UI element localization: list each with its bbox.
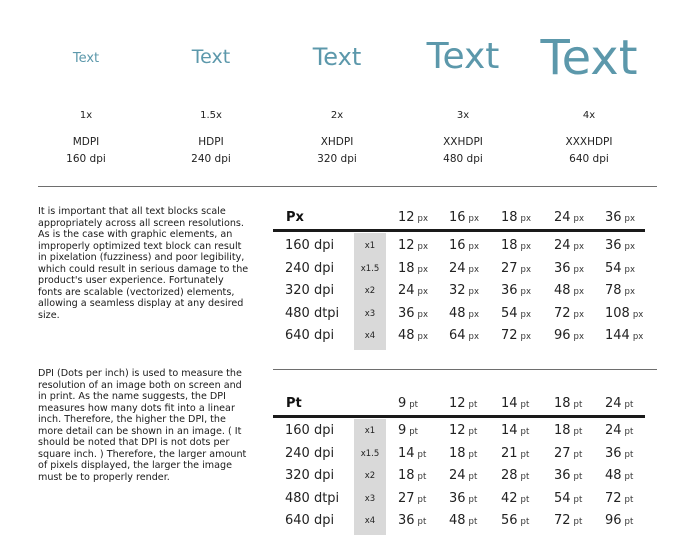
unit-label: px xyxy=(468,332,479,342)
unit-label: px xyxy=(632,309,644,320)
pt-value-cell: 48 pt xyxy=(449,513,478,528)
unit-label: pt xyxy=(520,449,530,460)
pt-row-dpi: 640 dpi xyxy=(285,513,335,528)
sample-text-4x: Text xyxy=(540,30,638,86)
pt-value-cell: 24 pt xyxy=(449,468,478,483)
unit-label: px xyxy=(624,214,635,224)
unit-label: px xyxy=(624,242,635,252)
px-value-cell: 18 px xyxy=(501,238,531,253)
unit-label: pt xyxy=(468,427,478,437)
unit-label: px xyxy=(632,332,644,342)
unit-label: px xyxy=(573,242,584,252)
pt-value-cell: 72 pt xyxy=(554,513,583,528)
unit-label: px xyxy=(468,214,479,224)
pt-value-cell: 48 pt xyxy=(605,468,634,483)
unit-label: pt xyxy=(468,472,478,482)
pt-header-cell: 9 pt xyxy=(398,396,419,411)
unit-label: px xyxy=(520,214,531,224)
px-value-cell: 18 px xyxy=(398,260,428,276)
unit-label: pt xyxy=(417,449,427,460)
px-value-cell: 72 px xyxy=(554,305,584,321)
scale-label-3x: 3x xyxy=(456,110,470,121)
px-header-cell: 36 px xyxy=(605,210,635,225)
unit-label: pt xyxy=(624,427,634,437)
unit-label: px xyxy=(520,309,531,320)
unit-label: pt xyxy=(409,427,419,437)
unit-label: px xyxy=(417,287,428,297)
pt-value-cell: 27 pt xyxy=(398,490,427,506)
unit-label: px xyxy=(520,242,531,252)
density-dpi-xxhdpi: 480 dpi xyxy=(443,153,483,165)
unit-label: pt xyxy=(468,494,478,505)
pt-value-cell: 24 pt xyxy=(605,423,634,438)
sample-text-3x: Text xyxy=(426,36,500,77)
pt-value-cell: 18 pt xyxy=(449,445,478,461)
density-name-xhdpi: XHDPI xyxy=(320,136,354,148)
unit-label: px xyxy=(624,287,635,297)
density-dpi-xxxhdpi: 640 dpi xyxy=(569,153,609,165)
density-dpi-xhdpi: 320 dpi xyxy=(317,153,357,165)
px-value-cell: 96 px xyxy=(554,328,584,343)
unit-label: px xyxy=(520,287,531,297)
px-row-dpi: 160 dpi xyxy=(285,238,335,253)
px-value-cell: 12 px xyxy=(398,238,428,253)
px-value-cell: 27 px xyxy=(501,260,531,276)
px-row-multiplier: x3 xyxy=(364,308,376,319)
unit-label: px xyxy=(417,264,428,275)
unit-label: pt xyxy=(573,400,583,410)
unit-label: pt xyxy=(573,472,583,482)
px-value-cell: 36 px xyxy=(554,260,584,276)
unit-label: pt xyxy=(624,449,634,460)
px-value-cell: 24 px xyxy=(554,238,584,253)
pt-value-cell: 12 pt xyxy=(449,423,478,438)
pt-row-multiplier: x1 xyxy=(364,426,376,436)
pt-row-multiplier: x4 xyxy=(364,516,376,526)
unit-label: px xyxy=(573,287,584,297)
pt-row-multiplier: x2 xyxy=(364,471,376,481)
unit-label: pt xyxy=(573,427,583,437)
pt-header-cell: 24 pt xyxy=(605,396,634,411)
pt-value-cell: 9 pt xyxy=(398,423,419,438)
px-header-cell: 12 px xyxy=(398,210,428,225)
sample-text-1x: Text xyxy=(72,51,100,66)
pt-row-dpi: 240 dpi xyxy=(285,445,335,461)
unit-label: px xyxy=(573,332,584,342)
pt-value-cell: 36 pt xyxy=(605,445,634,461)
unit-label: pt xyxy=(624,400,634,410)
pt-row-dpi: 320 dpi xyxy=(285,468,335,483)
density-name-mdpi: MDPI xyxy=(72,136,100,148)
px-value-cell: 48 px xyxy=(449,305,479,321)
px-row-multiplier: x1.5 xyxy=(360,263,380,274)
px-value-cell: 24 px xyxy=(398,283,428,298)
px-row-multiplier: x1 xyxy=(364,241,376,251)
px-row-multiplier: x4 xyxy=(364,331,376,341)
unit-label: pt xyxy=(417,472,427,482)
unit-label: px xyxy=(417,309,428,320)
pt-value-cell: 18 pt xyxy=(554,423,583,438)
unit-label: px xyxy=(573,214,584,224)
pt-table-top-rule xyxy=(273,369,657,370)
pt-value-cell: 14 pt xyxy=(398,445,427,461)
pt-value-cell: 18 pt xyxy=(398,468,427,483)
dpi-explanation-paragraph: DPI (Dots per inch) is used to measure the resolution of an image both on screen and in print. As the name suggests, the DPI measures how many dots fit into a linear inch. Therefore, the higher the DPI, the more detail can be shown in an image. ( It should be noted that DPI is not dots per square inch. ) Therefore, the larger amount of pixels displayed, the larger the image must be to properly render. xyxy=(38,368,247,483)
pt-table-title: Pt xyxy=(286,396,302,411)
pt-value-cell: 28 pt xyxy=(501,468,530,483)
pt-value-cell: 14 pt xyxy=(501,423,530,438)
unit-label: pt xyxy=(573,449,583,460)
unit-label: pt xyxy=(520,427,530,437)
px-value-cell: 48 px xyxy=(554,283,584,298)
px-value-cell: 54 px xyxy=(605,260,635,276)
px-row-dpi: 320 dpi xyxy=(285,283,335,298)
sample-text-2x: Text xyxy=(312,43,362,71)
unit-label: px xyxy=(624,264,635,275)
unit-label: pt xyxy=(417,494,427,505)
pt-value-cell: 96 pt xyxy=(605,513,634,528)
density-name-xxhdpi: XXHDPI xyxy=(443,136,483,148)
px-value-cell: 144 px xyxy=(605,328,644,343)
px-row-dpi: 640 dpi xyxy=(285,328,335,343)
pt-value-cell: 27 pt xyxy=(554,445,583,461)
pt-row-multiplier: x1.5 xyxy=(360,448,380,459)
unit-label: px xyxy=(520,332,531,342)
unit-label: px xyxy=(520,264,531,275)
pt-row-dpi: 160 dpi xyxy=(285,423,335,438)
unit-label: pt xyxy=(520,400,530,410)
px-row-multiplier: x2 xyxy=(364,286,376,296)
unit-label: px xyxy=(468,309,479,320)
pt-header-cell: 18 pt xyxy=(554,396,583,411)
px-value-cell: 64 px xyxy=(449,328,479,343)
unit-label: pt xyxy=(624,517,634,527)
pt-value-cell: 42 pt xyxy=(501,490,530,506)
pt-header-cell: 12 pt xyxy=(449,396,478,411)
unit-label: px xyxy=(417,214,428,224)
px-value-cell: 32 px xyxy=(449,283,479,298)
px-value-cell: 78 px xyxy=(605,283,635,298)
unit-label: px xyxy=(573,264,584,275)
density-name-xxxhdpi: XXXHDPI xyxy=(565,136,613,148)
unit-label: pt xyxy=(573,494,583,505)
px-value-cell: 72 px xyxy=(501,328,531,343)
pt-value-cell: 72 pt xyxy=(605,490,634,506)
pt-header-cell: 14 pt xyxy=(501,396,530,411)
unit-label: pt xyxy=(417,517,427,527)
pt-row-dpi: 480 dtpi xyxy=(285,490,340,506)
density-dpi-mdpi: 160 dpi xyxy=(66,153,106,165)
px-header-cell: 16 px xyxy=(449,210,479,225)
scale-label-1-5x: 1.5x xyxy=(200,110,222,121)
pt-value-cell: 56 pt xyxy=(501,513,530,528)
unit-label: px xyxy=(468,287,479,297)
pt-row-multiplier: x3 xyxy=(364,493,376,504)
px-value-cell: 36 px xyxy=(398,305,428,321)
unit-label: pt xyxy=(468,400,478,410)
px-table-header-rule xyxy=(273,229,645,232)
pt-value-cell: 21 pt xyxy=(501,445,530,461)
px-table-title: Px xyxy=(286,210,304,225)
unit-label: pt xyxy=(520,517,530,527)
pt-table-header-rule xyxy=(273,415,645,418)
pt-value-cell: 36 pt xyxy=(554,468,583,483)
unit-label: pt xyxy=(468,449,478,460)
unit-label: px xyxy=(573,309,584,320)
unit-label: px xyxy=(468,242,479,252)
px-value-cell: 24 px xyxy=(449,260,479,276)
unit-label: pt xyxy=(573,517,583,527)
pt-value-cell: 54 pt xyxy=(554,490,583,506)
pt-value-cell: 36 pt xyxy=(449,490,478,506)
text-scaling-paragraph: It is important that all text blocks scale appropriately across all screen resolutions. As is the case with graphic elements, an improperly optimized text block can result in pixelation (fuzziness) and poor legibility, which could result in serious damage to the product's user experience. Fortunately fonts are scalable (vectorized) elements, allowing a seamless display at any desired size. xyxy=(38,206,249,321)
px-value-cell: 54 px xyxy=(501,305,531,321)
unit-label: pt xyxy=(409,400,419,410)
density-name-hdpi: HDPI xyxy=(198,136,224,148)
px-row-dpi: 240 dpi xyxy=(285,260,335,276)
px-value-cell: 36 px xyxy=(501,283,531,298)
unit-label: px xyxy=(417,242,428,252)
px-header-cell: 24 px xyxy=(554,210,584,225)
section-divider xyxy=(38,186,657,187)
unit-label: pt xyxy=(624,494,634,505)
scale-label-2x: 2x xyxy=(330,110,344,121)
unit-label: pt xyxy=(520,472,530,482)
unit-label: px xyxy=(468,264,479,275)
unit-label: pt xyxy=(468,517,478,527)
px-value-cell: 48 px xyxy=(398,328,428,343)
px-header-cell: 18 px xyxy=(501,210,531,225)
scale-label-4x: 4x xyxy=(582,110,596,121)
unit-label: px xyxy=(417,332,428,342)
scale-label-1x: 1x xyxy=(79,110,93,121)
unit-label: pt xyxy=(520,494,530,505)
density-dpi-hdpi: 240 dpi xyxy=(191,153,231,165)
px-row-dpi: 480 dtpi xyxy=(285,305,340,321)
unit-label: pt xyxy=(624,472,634,482)
px-value-cell: 36 px xyxy=(605,238,635,253)
sample-text-1-5x: Text xyxy=(191,46,231,68)
pt-value-cell: 36 pt xyxy=(398,513,427,528)
px-value-cell: 16 px xyxy=(449,238,479,253)
px-value-cell: 108 px xyxy=(605,305,644,321)
